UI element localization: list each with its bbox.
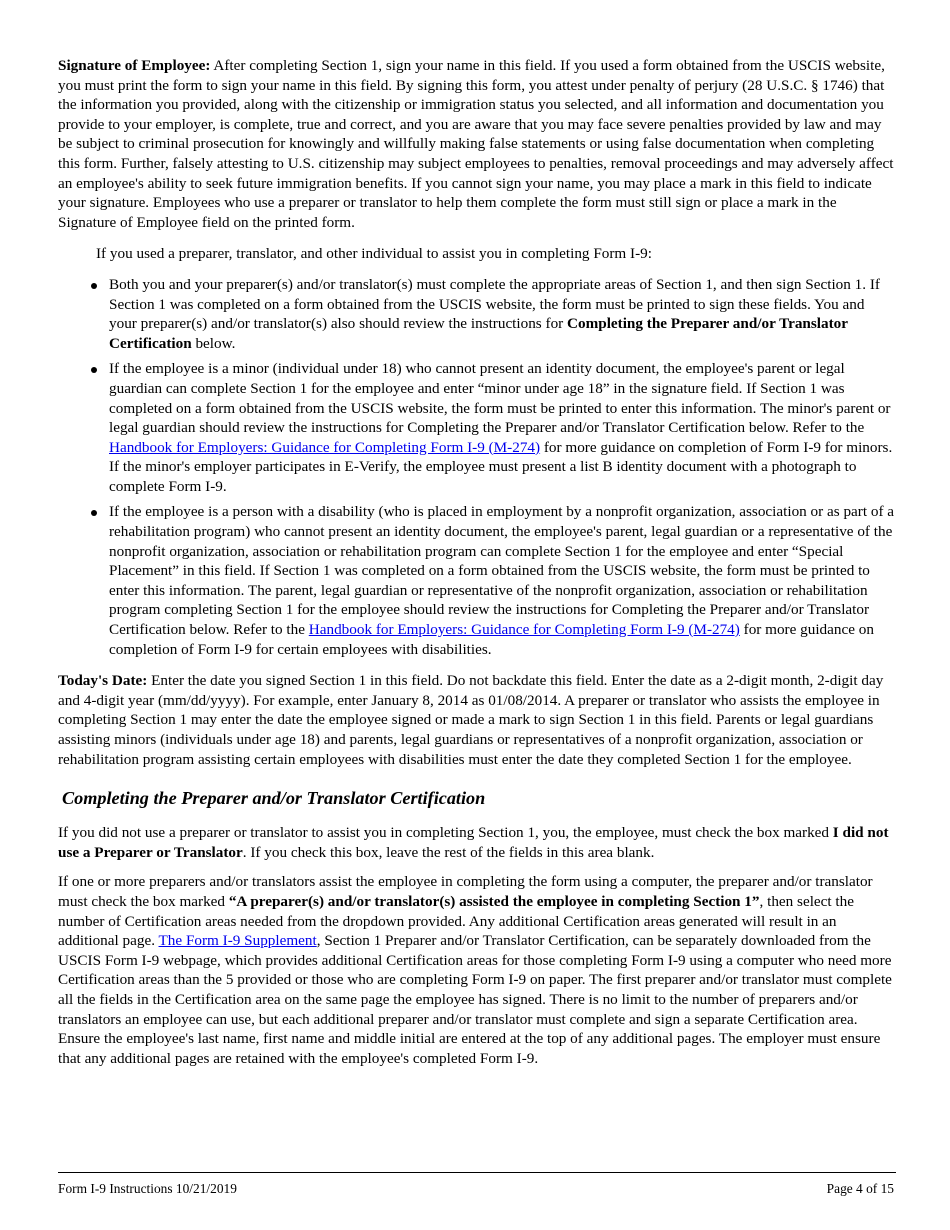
bullet-icon (91, 367, 97, 373)
signature-of-employee-paragraph (58, 56, 896, 232)
certification-section-heading: Completing the Preparer and/or Translator Certification (62, 788, 486, 809)
signature-of-employee-heading: Signature of Employee: (58, 57, 211, 74)
cert-p1-tail-text: . If you check this box, leave the rest of the fields in this area blank. (242, 843, 655, 861)
cert-p1-text: If you did not use a preparer or translator to assist you in completing Section 1, you, the employee, must check the box marked (58, 824, 833, 842)
bullet-3-tail-text: for more guidance on completion of Form I-9 for certain employees with disabilities. (109, 621, 874, 658)
cert-p1-bold-text: I did not use a Preparer or Translator (58, 824, 889, 861)
bullet-icon (91, 510, 97, 516)
bullet-1-tail-text: below. (191, 334, 236, 352)
bullet-1-text: Both you and your preparer(s) and/or translator(s) must complete the appropriate areas of Section 1, and then sign Section 1. If Section 1 was completed on a form obtained from the USCIS website, the form must be printed to sign these fields. You and your preparer(s) and/or translator(s) also should review the instructions for (109, 275, 880, 333)
handbook-link-disabilities[interactable]: Handbook for Employers: Guidance for Completing Form I-9 (M-274) (308, 621, 740, 639)
document-body (58, 56, 896, 1078)
list-item (58, 502, 896, 659)
footer-form-version: Form I-9 Instructions 10/21/2019 (58, 1181, 237, 1196)
preparer-bullet-list (58, 275, 896, 659)
bullet-2-text: If the employee is a minor (individual under 18) who cannot present an identity document, the employee's parent or legal guardian can complete Section 1 for the employee and enter “minor under age 18” in the signature field. If Section 1 was completed on a form obtained from the USCIS website, the form must be printed to enter this information. The minor's parent or legal guardian should review the instructions for Completing the Preparer and/or Translator Certification below. Refer to the (109, 360, 891, 437)
footer-page-number: Page 4 of 15 (826, 1181, 894, 1196)
bullet-2-tail-text: for more guidance on completion of Form I-9 for minors. If the minor's employer participates in E-Verify, the employee must present a list B identity document with a photograph to complete Form I-9. (109, 438, 893, 495)
certification-paragraph-2 (58, 872, 896, 1068)
list-item (58, 359, 896, 496)
bullet-1-bold-text: Completing the Preparer and/or Translator Certification (109, 315, 848, 352)
bullet-icon (91, 283, 97, 289)
footer-divider (58, 1172, 896, 1173)
bullet-3-text: If the employee is a person with a disability (who is placed in employment by a nonprofit organization, association or as part of a rehabilitation program) who cannot present an identity document, the employee's parent, legal guardian or a representative of the nonprofit organization, association or rehabilitation program can complete Section 1 for the employee and enter “Special Placement” in this field. If Section 1 was completed on a form obtained from the USCIS website, the form must be printed to enter this information. The parent, legal guardian or representative of the nonprofit organization, association or rehabilitation program completing Section 1 for the employee should review the instructions for Completing the Preparer and/or Translator Certification below. Refer to the (109, 503, 895, 639)
cert-p2-tail-text: , Section 1 Preparer and/or Translator Certification, can be separately downloaded from the USCIS Form I-9 webpage, which provides additional Certification areas for those completing Form I-9 using a computer who need more Certification areas than the 5 provided or those who are completing Form I-9 on paper. The first preparer and/or translator must complete all the fields in the Certification area on the same page the employee has signed. There is no limit to the number of preparers and/or translators an employee can use, but each additional preparer and/or translator must complete and sign a separate Certification area. Ensure the employee's last name, first name and middle initial are entered at the top of any additional pages. The employer must ensure that any additional pages are retained with the employee's completed Form I-9. (58, 932, 892, 1067)
signature-of-employee-text: After completing Section 1, sign your name in this field. If you used a form obtained from the USCIS website, you must print the form to sign your name in this field. By signing this form, you attest under penalty of perjury (28 U.S.C. § 1746) that the information you provided, along with the citizenship or immigration status you selected, and all information and documentation you provide to your employer, is complete, true and correct, and you are aware that you may face severe penalties provided by law and may be subject to criminal prosecution for knowingly and willfully making false statements or using false documentation when completing this form. Further, falsely attesting to U.S. citizenship may subject employees to penalties, removal proceedings and may adversely affect an employee's ability to seek future immigration benefits. If you cannot sign your name, you may place a mark in this field to indicate your signature. Employees who use a preparer or translator to help them complete the form must still sign or place a mark in the Signature of Employee field on the printed form. (58, 57, 894, 231)
form-i9-supplement-link[interactable]: The Form I-9 Supplement (158, 932, 317, 950)
cert-p2-bold-text: “A preparer(s) and/or translator(s) assisted the employee in completing Section 1” (228, 892, 760, 910)
todays-date-paragraph (58, 671, 896, 769)
cert-p2-mid-text: , then select the number of Certification areas needed from the dropdown provided. Any additional Certification areas generated will result in an additional page. (58, 892, 854, 950)
cert-p2-text: If one or more preparers and/or translators assist the employee in completing the form using a computer, the preparer and/or translator must check the box marked (58, 873, 873, 910)
todays-date-text: Enter the date you signed Section 1 in this field. Do not backdate this field. Enter the date as a 2-digit month, 2-digit day and 4-digit year (mm/dd/yyyy). For example, enter January 8, 2014 as 01/08/2014. A preparer or translator who assists the employee in completing Section 1 may enter the date the employee signed or made a mark to sign Section 1 in this field. Parents or legal guardians assisting minors (individuals under age 18) and parents, legal guardians or representatives of a nonprofit organization, association or rehabilitation program assisting certain employees with disabilities must enter the date they completed Section 1 for the employee. (58, 672, 884, 768)
preparer-intro-text: If you used a preparer, translator, and other individual to assist you in completing Form I-9: (96, 245, 652, 263)
todays-date-heading: Today's Date: (58, 672, 148, 690)
certification-paragraph-1 (58, 823, 896, 862)
list-item (58, 275, 896, 353)
handbook-link-minors[interactable]: Handbook for Employers: Guidance for Completing Form I-9 (M-274) (109, 438, 541, 456)
